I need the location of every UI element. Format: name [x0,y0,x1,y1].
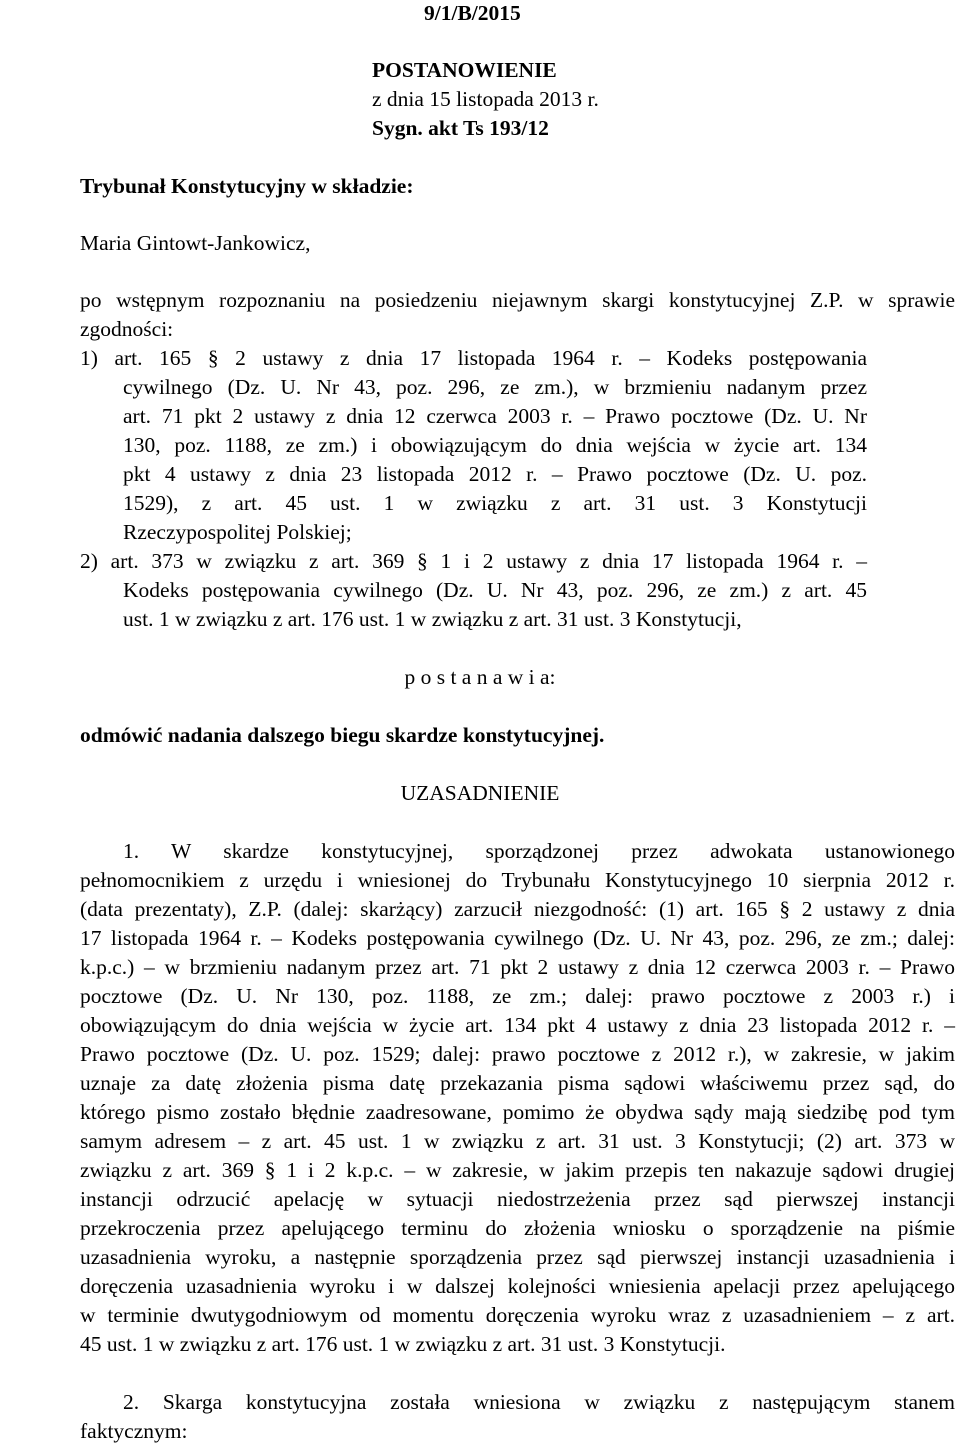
justification-line: samym adresem – z art. 45 ust. 1 w związku z art. 31 ust. 3 Konstytucji; (2) art. 373 w [80,1129,955,1153]
justification-line: uzasadnienia wyroku, a następnie sporządzenia przez sąd pierwszej instancji uzasadnienia i [80,1245,955,1269]
item-2-line: ust. 1 w związku z art. 176 ust. 1 w związku z art. 31 ust. 3 Konstytucji, [123,607,742,631]
preamble-line: po wstępnym rozpoznaniu na posiedzeniu niejawnym skargi konstytucyjnej Z.P. w sprawie [80,288,955,312]
decision-intro: p o s t a n a w i a: [404,665,556,689]
document-type: POSTANOWIENIE [372,58,557,82]
justification-line: obowiązującym do dnia wejścia w życie art. 134 pkt 4 ustawy z dnia 23 listopada 2012 r. – [80,1013,955,1037]
justification-line: 1. W skardze konstytucyjnej, sporządzonej przez adwokata ustanowionego [123,839,955,863]
justification-heading: UZASADNIENIE [400,781,560,805]
item-1-line: pkt 4 ustawy z dnia 23 listopada 2012 r. – Prawo pocztowe (Dz. U. poz. [123,462,867,486]
justification-line: 2. Skarga konstytucyjna została wniesiona w związku z następującym stanem [123,1390,955,1414]
justification-line: instancji odrzucić apelację w sytuacji niedostrzeżenia przez sąd pierwszej instancji [80,1187,955,1211]
justification-line: w terminie dwutygodniowym od momentu doręczenia wyroku wraz z uzasadnieniem – z art. [80,1303,955,1327]
justification-line: k.p.c.) – w brzmieniu nadanym przez art. 71 pkt 2 ustawy z dnia 12 czerwca 2003 r. – Prawo [80,955,955,979]
document-date: z dnia 15 listopada 2013 r. [372,87,599,111]
justification-line: pocztowe (Dz. U. Nr 130, poz. 1188, ze zm.; dalej: prawo pocztowe z 2003 r.) i [80,984,955,1008]
case-signature: Sygn. akt Ts 193/12 [372,116,549,140]
decision-ruling: odmówić nadania dalszego biegu skardze konstytucyjnej. [80,723,605,747]
item-1-line: 1) art. 165 § 2 ustawy z dnia 17 listopada 1964 r. – Kodeks postępowania [80,346,867,370]
item-1-line: cywilnego (Dz. U. Nr 43, poz. 296, ze zm.), w brzmieniu nadanym przez [123,375,867,399]
justification-line: 45 ust. 1 w związku z art. 176 ust. 1 w związku z art. 31 ust. 3 Konstytucji. [80,1332,726,1356]
justification-line: przekroczenia przez apelującego terminu do złożenia wniosku o sporządzenie na piśmie [80,1216,955,1240]
justification-line: faktycznym: [80,1419,188,1443]
justification-line: 17 listopada 1964 r. – Kodeks postępowania cywilnego (Dz. U. Nr 43, poz. 296, ze zm.; dalej: [80,926,955,950]
justification-line: doręczenia uzasadnienia wyroku i w dalszej kolejności wniesienia apelacji przez apelującego [80,1274,955,1298]
item-2-line: 2) art. 373 w związku z art. 369 § 1 i 2 ustawy z dnia 17 listopada 1964 r. – [80,549,867,573]
panel-heading: Trybunał Konstytucyjny w składzie: [80,174,414,198]
justification-line: (data prezentaty), Z.P. (dalej: skarżący) zarzucił niezgodność: (1) art. 165 § 2 ustawy z dnia [80,897,955,921]
justification-line: Prawo pocztowe (Dz. U. poz. 1529; dalej: prawo pocztowe z 2012 r.), w zakresie, w jakim [80,1042,955,1066]
item-1-line: art. 71 pkt 2 ustawy z dnia 12 czerwca 2003 r. – Prawo pocztowe (Dz. U. Nr [123,404,867,428]
item-1-line: Rzeczypospolitej Polskiej; [123,520,352,544]
justification-line: uznaje za datę złożenia pisma datę przekazania pisma sądowi właściwemu przez sąd, do [80,1071,955,1095]
case-reference: 9/1/B/2015 [424,1,521,25]
item-2-line: Kodeks postępowania cywilnego (Dz. U. Nr 43, poz. 296, ze zm.) z art. 45 [123,578,867,602]
justification-line: pełnomocnikiem z urzędu i wniesionej do Trybunału Konstytucyjnego 10 sierpnia 2012 r. [80,868,955,892]
panel-member: Maria Gintowt-Jankowicz, [80,231,311,255]
item-1-line: 130, poz. 1188, ze zm.) i obowiązującym do dnia wejścia w życie art. 134 [123,433,867,457]
justification-line: którego pismo zostało błędnie zaadresowane, pomimo że obydwa sądy mają siedzibę pod tym [80,1100,955,1124]
item-1-line: 1529), z art. 45 ust. 1 w związku z art. 31 ust. 3 Konstytucji [123,491,867,515]
preamble-line: zgodności: [80,317,174,341]
justification-line: związku z art. 369 § 1 i 2 k.p.c. – w zakresie, w jakim przepis ten nakazuje sądowi drugiej [80,1158,955,1182]
